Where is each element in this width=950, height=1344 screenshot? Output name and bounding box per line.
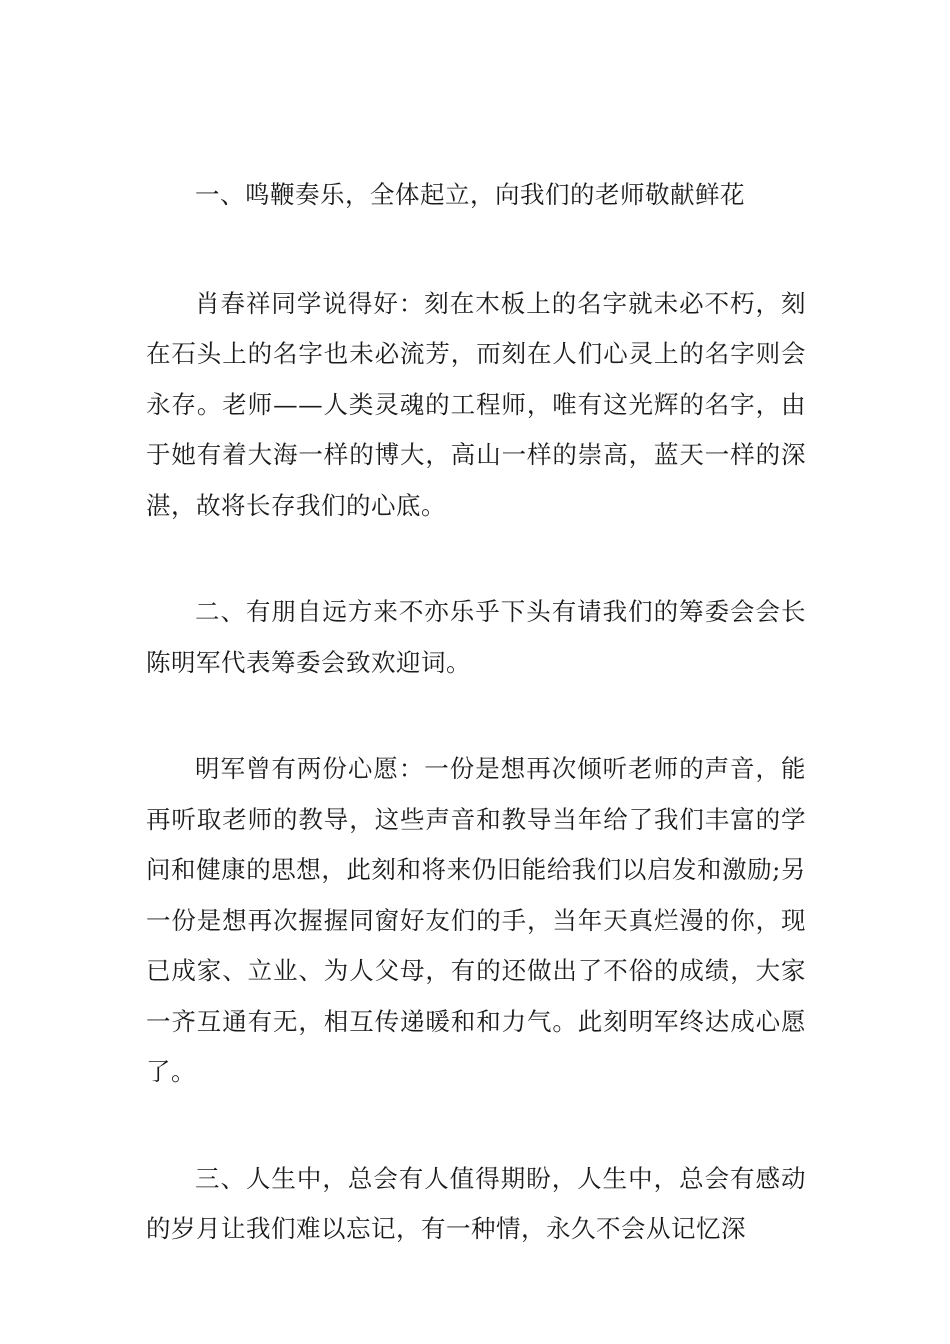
section-heading-1: 一、鸣鞭奏乐，全体起立，向我们的老师敬献鲜花 [195,180,745,209]
paragraph-teacher-tribute: 肖春祥同学说得好：刻在木板上的名字就未必不朽，刻在石头上的名字也未必流芳，而刻在人们心灵上的名字则会永存。老师——人类灵魂的工程师，唯有这光辉的名字，由于她有着大海一样的博大，高山一样的崇高，蓝天一样的深湛，故将长存我们的心底。 [146,288,806,520]
section-heading-3: 三、人生中，总会有人值得期盼，人生中，总会有感动的岁月让我们难以忘记，有一种情，永久不会从记忆深 [146,1163,806,1243]
section-heading-2: 二、有朋自远方来不亦乐乎下头有请我们的筹委会会长陈明军代表筹委会致欢迎词。 [146,597,806,677]
document-page [146,170,806,1311]
paragraph-mingjun-wishes: 明军曾有两份心愿：一份是想再次倾听老师的声音，能再听取老师的教导，这些声音和教导当年给了我们丰富的学问和健康的思想，此刻和将来仍旧能给我们以启发和激励;另一份是想再次握握同窗好友们的手，当年天真烂漫的你，现已成家、立业、为人父母，有的还做出了不俗的成绩，大家一齐互通有无，相互传递暖和和力气。此刻明军终达成心愿了。 [146,754,806,1086]
